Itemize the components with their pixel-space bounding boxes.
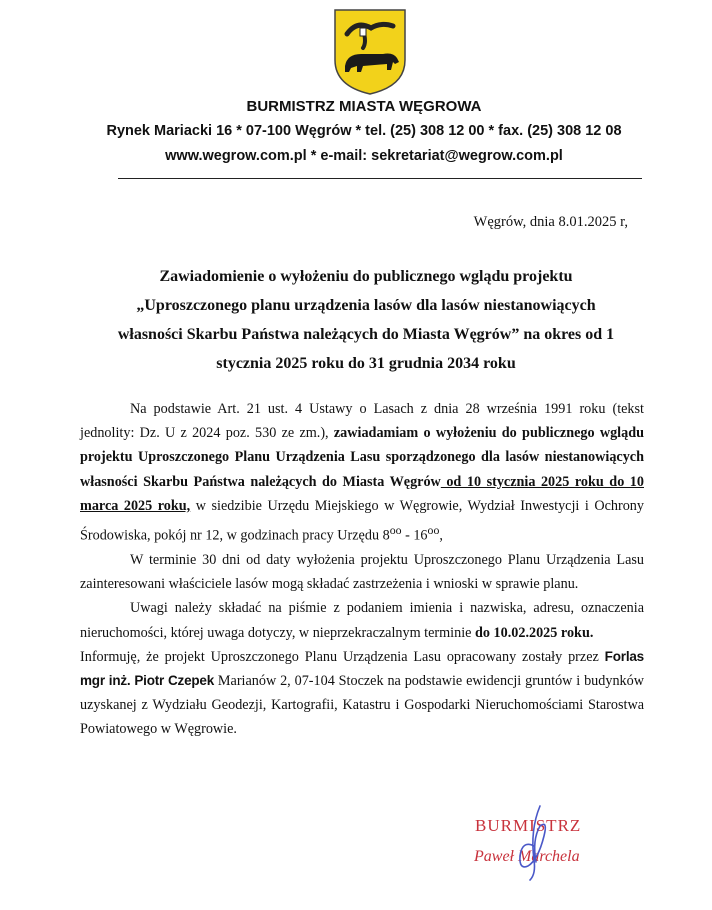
issuer-title: BURMISTRZ MIASTA WĘGROWA: [246, 98, 482, 115]
letter-subject: [110, 262, 622, 378]
issuer-address: Rynek Mariacki 16 * 07-100 Węgrów * tel. (25) 308 12 00 * fax. (25) 308 12 08: [106, 123, 622, 139]
subject-line: Zawiadomienie o wyłożeniu do publicznego wglądu projektu: [159, 268, 573, 285]
paragraph-objections: W terminie 30 dni od daty wyłożenia projektu Uproszczonego Planu Urządzenia Lasu zainteresowani właściciele lasów mogą składać zastrzeżenia i wnioski w sprawie planu.: [80, 551, 644, 593]
subject-line: „Uproszczonego planu urządzenia lasów dla lasów niestanowiących: [136, 297, 596, 314]
signature-icon: [500, 800, 560, 884]
notice-bold-text: zawiadamiam o wyłożeniu do publicznego wglądu projektu Uproszczonego Planu Urządzenia Lasu sporządzonego dla lasów niestanowiących własności Skarbu Państwa należących do Miasta Węgrów: [80, 425, 644, 490]
paragraph-remarks: Uwagi należy składać na piśmie z podaniem imienia i nazwiska, adresu, oznaczenia nieruchomości, której uwaga dotyczy, w nieprzekraczalnym terminie do 10.02.2025 roku.: [80, 600, 644, 641]
stamp-name: Paweł Marchela: [474, 848, 580, 865]
subject-line: stycznia 2025 roku do 31 grudnia 2034 roku: [216, 355, 516, 372]
header-divider: [118, 178, 642, 179]
issuer-contact: www.wegrow.com.pl * e-mail: sekretariat@wegrow.com.pl: [165, 148, 563, 164]
notice-period: od 10 stycznia 2025 roku do 10 marca 2025 roku,: [80, 473, 644, 514]
author-name: Forlas mgr inż. Piotr Czepek: [80, 648, 644, 688]
paragraph-author: Informuję, że projekt Uproszczonego Planu Urządzenia Lasu opracowany zostały przez Forlas mgr inż. Piotr Czepek Marianów 2, 07-104 Stoczek na podstawie ewidencji gruntów i budynków uzyskanej z Wydziału Geodezji, Kartografii, Katastru i Gospodarki Nieruchomościami Starostwa Powiatowego w Węgrowie.: [80, 648, 644, 738]
letter-date: Węgrów, dnia 8.01.2025 r,: [473, 214, 628, 230]
stamp-title: BURMISTRZ: [475, 816, 582, 835]
letter-body: [80, 397, 644, 742]
remarks-deadline: do 10.02.2025 roku.: [475, 624, 594, 641]
subject-line: własności Skarbu Państwa należących do Miasta Węgrów” na okres od 1: [117, 326, 615, 343]
coat-of-arms-icon: [333, 8, 407, 96]
paragraph-notice: Na podstawie Art. 21 ust. 4 Ustawy o Lasach z dnia 28 września 1991 roku (tekst jednolity: Dz. U z 2024 poz. 530 ze zm.), zawiadamiam o wyłożeniu do publicznego wglądu projektu Uproszczonego Planu Urządzenia Lasu sporządzonego dla lasów niestanowiących własności Skarbu Państwa należących do Miasta Węgrów od 10 stycznia 2025 roku do 10 marca 2025 roku, w siedzibie Urzędu Miejskiego w Węgrowie, Wydział Inwestycji i Ochrony Środowiska, pokój nr 12, w godzinach pracy Urzędu $8^{oo} - 16^{oo}$,: [80, 401, 644, 544]
